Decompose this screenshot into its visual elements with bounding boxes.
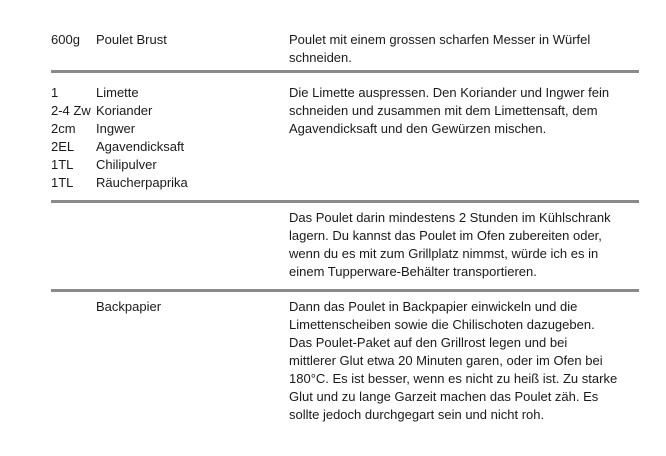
instruction-line: Agavendicksaft und den Gewürzen mischen. — [289, 121, 547, 136]
instruction-line: Poulet mit einem grossen scharfen Messer in Würfel — [289, 32, 591, 47]
instruction-line: sollte jedoch durchgegart sein und nicht roh. — [289, 407, 545, 422]
ingredient-quantity: 600g — [51, 32, 80, 47]
instruction-line: mittlerer Glut etwa 20 Minuten garen, oder im Ofen bei — [289, 353, 603, 368]
instruction-line: Dann das Poulet in Backpapier einwickeln und die — [289, 299, 578, 314]
instruction-line: Das Poulet-Paket auf den Grillrost legen und bei — [289, 335, 568, 350]
ingredient-column — [96, 31, 276, 49]
instruction-column — [289, 209, 639, 281]
ingredient-column — [96, 298, 276, 316]
instruction-line: 180°C. Es ist besser, wenn es nicht zu heiß ist. Zu starke — [289, 371, 618, 386]
ingredient-quantity: 2EL — [51, 139, 75, 154]
ingredient-name: Koriander — [96, 103, 153, 118]
ingredient-name: Backpapier — [96, 299, 162, 314]
ingredient-name: Agavendicksaft — [96, 139, 185, 154]
section-divider — [51, 289, 639, 292]
instruction-line: Das Poulet darin mindestens 2 Stunden im Kühlschrank — [289, 210, 611, 225]
section-divider — [51, 70, 639, 73]
instruction-column — [289, 298, 639, 424]
ingredient-column — [96, 84, 276, 192]
ingredient-quantity: 1TL — [51, 157, 74, 172]
instruction-line: wenn du es mit zum Grillplatz nimmst, würde ich es in — [289, 246, 599, 261]
ingredient-name: Ingwer — [96, 121, 136, 136]
ingredient-quantity: 2-4 Zw — [51, 103, 91, 118]
instruction-line: schneiden. — [289, 50, 352, 65]
instruction-line: schneiden und zusammen mit dem Limettensaft, dem — [289, 103, 598, 118]
ingredient-name: Chilipulver — [96, 157, 157, 172]
ingredient-quantity: 1TL — [51, 175, 74, 190]
instruction-line: Glut und zu lange Garzeit machen das Poulet zäh. Es — [289, 389, 599, 404]
ingredient-name: Räucherpaprika — [96, 175, 188, 190]
quantity-column — [51, 84, 96, 192]
instruction-line: Die Limette auspressen. Den Koriander und Ingwer fein — [289, 85, 610, 100]
section-divider — [51, 200, 639, 203]
instruction-column — [289, 84, 639, 138]
ingredient-quantity: 1 — [51, 85, 59, 100]
instruction-line: Limettenscheiben sowie die Chilischoten dazugeben. — [289, 317, 595, 332]
ingredient-name: Poulet Brust — [96, 32, 167, 47]
instruction-column — [289, 31, 639, 67]
instruction-line: einem Tupperware-Behälter transportieren. — [289, 264, 537, 279]
ingredient-quantity: 2cm — [51, 121, 76, 136]
instruction-line: lagern. Du kannst das Poulet im Ofen zubereiten oder, — [289, 228, 602, 243]
ingredient-name: Limette — [96, 85, 139, 100]
quantity-column — [51, 31, 96, 49]
